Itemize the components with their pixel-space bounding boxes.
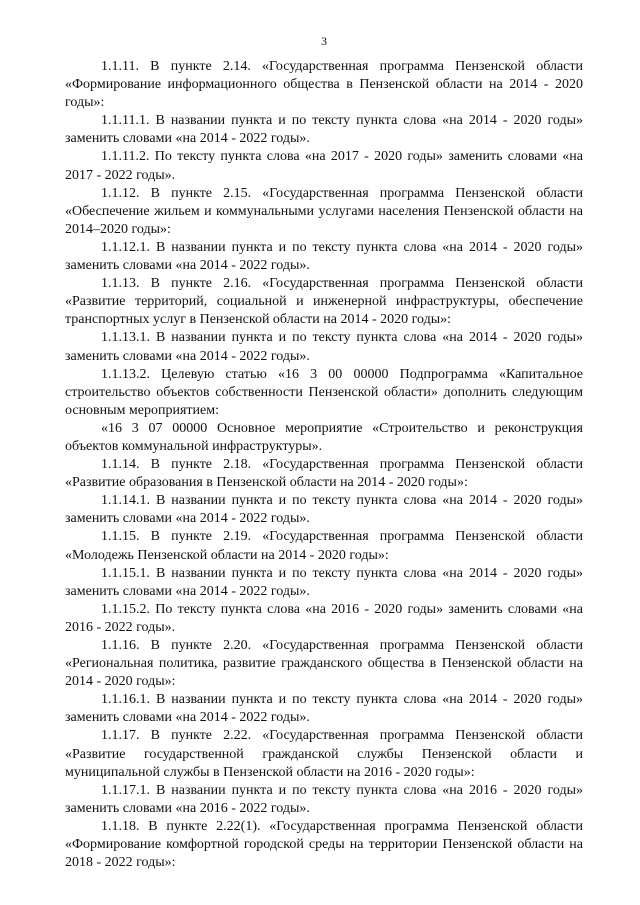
paragraph-1-1-12-1: 1.1.12.1. В названии пункта и по тексту пункта слова «на 2014 - 2020 годы» заменить словами «на 2014 - 2022 годы». xyxy=(65,239,583,274)
paragraph-1-1-13-2: 1.1.13.2. Целевую статью «16 3 00 00000 Подпрограмма «Капитальное строительство объектов собственности Пензенской области» дополнить следующим основным мероприятием: xyxy=(65,366,583,418)
paragraph-1-1-13: 1.1.13. В пункте 2.16. «Государственная программа Пензенской области «Развитие территорий, социальной и инженерной инфраструктуры, обеспечение транспортных услуг в Пензенской области на 2014 - 2020 годы»: xyxy=(65,276,583,328)
paragraph-1-1-12: 1.1.12. В пункте 2.15. «Государственная программа Пензенской области «Обеспечение жильем и коммунальными услугами населения Пензенской области на 2014–2020 годы»: xyxy=(65,185,583,237)
paragraph-1-1-18: 1.1.18. В пункте 2.22(1). «Государственная программа Пензенской области «Формирование комфортной городской среды на территории Пензенской области на 2018 - 2022 годы»: xyxy=(65,818,583,871)
paragraph-1-1-11: 1.1.11. В пункте 2.14. «Государственная программа Пензенской области «Формирование информационного общества в Пензенской области на 2014 - 2020 годы»: xyxy=(65,59,583,111)
page-number: 3 xyxy=(321,34,327,48)
paragraph-1-1-14: 1.1.14. В пункте 2.18. «Государственная программа Пензенской области «Развитие образования в Пензенской области на 2014 - 2020 годы»: xyxy=(65,457,583,491)
paragraph-1-1-14-1: 1.1.14.1. В названии пункта и по тексту пункта слова «на 2014 - 2020 годы» заменить словами «на 2014 - 2022 годы». xyxy=(65,493,583,527)
paragraph-1-1-16: 1.1.16. В пункте 2.20. «Государственная программа Пензенской области «Региональная политика, развитие гражданского общества в Пензенской области на 2014 - 2020 годы»: xyxy=(65,638,583,690)
paragraph-1-1-16-1: 1.1.16.1. В названии пункта и по тексту пункта слова «на 2014 - 2020 годы» заменить словами «на 2014 - 2022 годы». xyxy=(65,692,583,726)
paragraph-1-1-15-2: 1.1.15.2. По тексту пункта слова «на 2016 - 2020 годы» заменить словами «на 2016 - 2022 годы». xyxy=(65,601,583,635)
paragraph-1-1-13-1: 1.1.13.1. В названии пункта и по тексту пункта слова «на 2014 - 2020 годы» заменить словами «на 2014 - 2022 годы». xyxy=(65,330,583,364)
paragraph-1-1-11-1: 1.1.11.1. В названии пункта и по тексту пункта слова «на 2014 - 2020 годы» заменить словами «на 2014 - 2022 годы». xyxy=(65,113,583,147)
paragraph-1-1-15: 1.1.15. В пункте 2.19. «Государственная программа Пензенской области «Молодежь Пензенской области на 2014 - 2020 годы»: xyxy=(65,529,583,563)
paragraph-1-1-17: 1.1.17. В пункте 2.22. «Государственная программа Пензенской области «Развитие государственной гражданской службы Пензенской области и муниципальной службы в Пензенской области на 2016 - 2020 годы»: xyxy=(65,728,583,780)
paragraph-quoted-16-3-07: «16 3 07 00000 Основное мероприятие «Строительство и реконструкция объектов коммунальной инфраструктуры». xyxy=(65,420,583,454)
paragraph-1-1-11-2: 1.1.11.2. По тексту пункта слова «на 2017 - 2020 годы» заменить словами «на 2017 - 2022 годы». xyxy=(65,149,583,183)
paragraph-1-1-17-1: 1.1.17.1. В названии пункта и по тексту пункта слова «на 2016 - 2020 годы» заменить словами «на 2016 - 2022 годы». xyxy=(65,782,583,816)
paragraph-1-1-15-1: 1.1.15.1. В названии пункта и по тексту пункта слова «на 2014 - 2020 годы» заменить словами «на 2014 - 2022 годы». xyxy=(65,565,583,599)
